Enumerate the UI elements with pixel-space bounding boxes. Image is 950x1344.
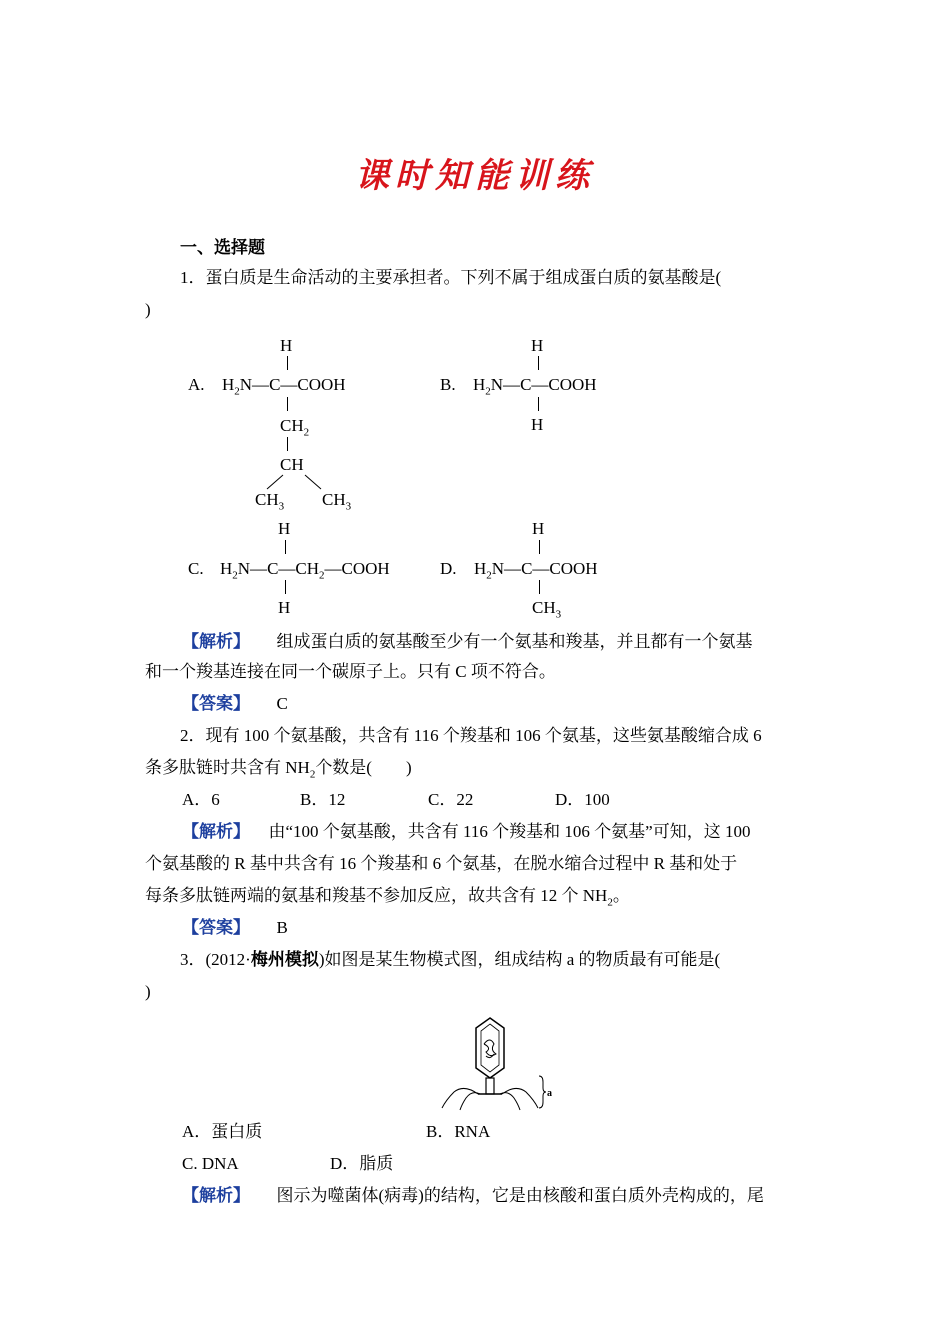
subscript: 2 (486, 569, 492, 582)
q2-analysis-line: 。 (612, 886, 630, 905)
atom-h: H (531, 415, 544, 434)
q2-stem-line: 个数是( ) (315, 758, 412, 777)
atom-h2n: H (222, 375, 235, 394)
q1-stem: 1．蛋白质是生命活动的主要承担者。下列不属于组成蛋白质的氨基酸是( (180, 268, 722, 287)
q2-analysis-line: 由“100 个氨基酸，共含有 116 个羧基和 106 个氨基”可知，这 100 (268, 822, 751, 841)
bond: — (280, 375, 298, 394)
atom-n: N— (491, 559, 522, 578)
group-ch: CH (280, 455, 304, 474)
q3-option: C. DNA (182, 1154, 239, 1173)
q3-stem-source: 梅州模拟 (250, 950, 319, 969)
phage-figure (436, 1012, 566, 1112)
q2-analysis-line: 每条多肽链两端的氨基和羧基不参加反应，故共含有 12 个 NH (145, 886, 608, 905)
subscript: 2 (234, 385, 240, 398)
bond: — (532, 559, 550, 578)
q2-stem-line: 2．现有 100 个氨基酸，共含有 116 个羧基和 106 个氨基，这些氨基酸缩合成 6 (180, 726, 762, 745)
page-title: 课时知能训练 (355, 156, 595, 196)
subscript: 3 (555, 608, 562, 621)
atom-c: C (521, 559, 533, 578)
q1-option-d-label: D. (440, 559, 457, 578)
answer-tag: 【答案】 (182, 918, 250, 937)
bond: — (531, 375, 549, 394)
subscript: 2 (303, 426, 310, 439)
q3-stem-end: ) (145, 982, 151, 1001)
subscript: 3 (345, 500, 352, 513)
atom-n: N— (490, 375, 521, 394)
group-cooh: COOH (297, 375, 346, 394)
q2-option: C．22 (428, 790, 474, 809)
group-cooh: COOH (549, 559, 598, 578)
q1-option-b-label: B. (440, 375, 456, 394)
atom-h: H (278, 598, 291, 617)
atom-h2n: H (474, 559, 487, 578)
q2-analysis-line: 个氨基酸的 R 基中共含有 16 个羧基和 6 个氨基，在脱水缩合过程中 R 基和处于 (145, 854, 738, 873)
q1-stem-end: ) (145, 300, 151, 319)
atom-h: H (532, 519, 545, 538)
q3-stem: )如图是某生物模式图，组成结构 a 的物质最有可能是( (318, 950, 721, 969)
atom-h: H (531, 336, 544, 355)
subscript: 2 (319, 569, 325, 582)
group-cooh: —COOH (324, 559, 390, 578)
q2-stem-line: 条多肽链时共含有 NH (145, 758, 310, 777)
atom-h: H (280, 336, 293, 355)
subscript: 2 (232, 569, 238, 582)
answer-tag: 【答案】 (182, 694, 250, 713)
q2-option: A．6 (182, 790, 220, 809)
analysis-tag: 【解析】 (182, 1186, 250, 1205)
q3-option: A．蛋白质 (182, 1122, 263, 1141)
analysis-tag: 【解析】 (182, 822, 250, 841)
q2-option: D．100 (555, 790, 610, 809)
subscript: 3 (278, 500, 285, 513)
figure-label-a: a (547, 1088, 552, 1099)
q2-option: B．12 (300, 790, 346, 809)
q2-answer: B (276, 918, 288, 937)
q3-analysis-line: 图示为噬菌体(病毒)的结构，它是由核酸和蛋白质外壳构成的，尾 (276, 1186, 764, 1205)
subscript: 2 (309, 768, 316, 781)
analysis-tag: 【解析】 (182, 632, 250, 651)
q3-option: D．脂质 (330, 1154, 394, 1173)
q1-answer: C (276, 694, 288, 713)
atom-c: C (267, 559, 279, 578)
q3-option: B．RNA (426, 1122, 491, 1141)
subscript: 2 (485, 385, 491, 398)
group-ch3: CH (322, 490, 346, 509)
group-ch3: CH (255, 490, 279, 509)
section-heading: 一、选择题 (180, 238, 265, 257)
group-ch3: CH (532, 598, 556, 617)
atom-h2n: H (473, 375, 486, 394)
group-cooh: COOH (548, 375, 597, 394)
group-ch2: —CH (278, 559, 320, 578)
atom-n: N— (239, 375, 270, 394)
subscript: 2 (607, 896, 613, 909)
atom-h: H (278, 519, 291, 538)
atom-c: C (269, 375, 281, 394)
q3-stem: 3．(2012· (180, 950, 251, 969)
q1-option-a-label: A. (188, 375, 205, 394)
q1-analysis-line: 组成蛋白质的氨基酸至少有一个氨基和羧基，并且都有一个氨基 (276, 632, 753, 651)
group-ch2: CH (280, 416, 304, 435)
q1-option-c-label: C. (188, 559, 204, 578)
atom-c: C (520, 375, 532, 394)
atom-n: N— (237, 559, 268, 578)
q1-analysis-line: 和一个羧基连接在同一个碳原子上。只有 C 项不符合。 (145, 662, 556, 681)
atom-h2n: H (220, 559, 233, 578)
